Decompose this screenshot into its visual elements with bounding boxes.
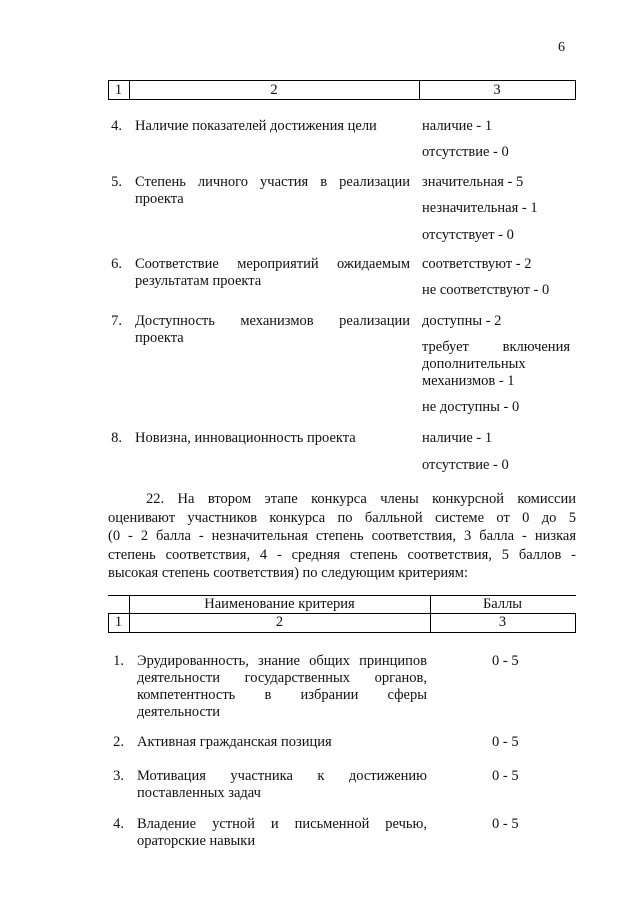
criterion-line: Доступность механизмов реализации — [135, 313, 410, 329]
criterion-line: компетентность в избрании сферы — [137, 687, 427, 703]
score-option: наличие - 1 — [422, 118, 493, 134]
table1-header-col-1: 1 — [114, 82, 123, 98]
criterion-line: деятельности — [137, 704, 221, 720]
criterion-text — [135, 313, 410, 347]
table2-header-col-2: 2 — [275, 614, 284, 630]
criterion-text — [137, 768, 427, 802]
table2-header — [108, 595, 576, 633]
criterion-line: результатам проекта — [135, 273, 262, 289]
row-number: 3. — [113, 768, 124, 784]
score-option: не доступны - 0 — [422, 399, 520, 415]
row-number: 8. — [111, 430, 122, 446]
score-range: 0 - 5 — [492, 816, 519, 832]
paragraph-line: оценивают участников конкурса по балльной системе от 0 до 5 — [108, 509, 576, 526]
criterion-line: Мотивация участника к достижению — [137, 768, 427, 784]
table1-header-col-2: 2 — [270, 82, 278, 98]
criterion-text — [137, 734, 427, 751]
score-option: отсутствие - 0 — [422, 457, 509, 473]
criterion-text — [135, 174, 410, 208]
score-range: 0 - 5 — [492, 768, 519, 784]
criterion-text — [137, 816, 427, 850]
criterion-line: Наличие показателей достижения цели — [135, 118, 377, 134]
score-option: значительная - 5 — [422, 174, 524, 190]
score-line: требует включения — [422, 339, 570, 355]
paragraph-line: высокая степень соответствия) по следующим критериям: — [108, 565, 468, 581]
table2-title-criterion: Наименование критерия — [204, 596, 355, 612]
criterion-line: проекта — [135, 191, 184, 207]
criterion-text — [135, 256, 410, 290]
row-number: 6. — [111, 256, 122, 272]
criterion-line: Новизна, инновационность проекта — [135, 430, 356, 446]
table2-header-col-3: 3 — [498, 614, 507, 630]
criterion-line: проекта — [135, 330, 184, 346]
score-option: соответствуют - 2 — [422, 256, 532, 272]
score-option — [422, 339, 570, 390]
paragraph-line: (0 - 2 балла - незначительная степень соответствия, 3 балла - низкая — [108, 528, 576, 544]
score-option: наличие - 1 — [422, 430, 493, 446]
criterion-text — [137, 653, 427, 721]
criterion-text — [135, 118, 410, 135]
criterion-line: поставленных задач — [137, 785, 261, 801]
row-number: 4. — [111, 118, 122, 134]
paragraph-line: степень соответствия, 4 - средняя степень соответствия, 5 баллов - — [108, 546, 576, 563]
score-range: 0 - 5 — [492, 734, 519, 750]
row-number: 4. — [113, 816, 124, 832]
table2-title-score: Баллы — [482, 596, 523, 612]
criterion-line: деятельности государственных органов, — [137, 670, 427, 686]
criterion-line: ораторские навыки — [137, 833, 256, 849]
score-option: незначительная - 1 — [422, 200, 538, 216]
score-line: дополнительных — [422, 356, 526, 372]
table2-header-col-1: 1 — [114, 614, 123, 630]
row-number: 1. — [113, 653, 124, 669]
score-range: 0 - 5 — [492, 653, 519, 669]
score-line: механизмов - 1 — [422, 373, 515, 389]
row-number: 2. — [113, 734, 124, 750]
criterion-line: Активная гражданская позиция — [137, 734, 332, 750]
score-option: не соответствуют - 0 — [422, 282, 550, 298]
score-option: отсутствует - 0 — [422, 227, 514, 243]
row-number: 5. — [111, 174, 122, 190]
criterion-text — [135, 430, 410, 447]
criterion-line: Соответствие мероприятий ожидаемым — [135, 256, 410, 272]
score-option: отсутствие - 0 — [422, 144, 509, 160]
criterion-line: Владение устной и письменной речью, — [137, 816, 427, 832]
page-number: 6 — [558, 40, 565, 55]
score-option: доступны - 2 — [422, 313, 502, 329]
table1-header-col-3: 3 — [493, 82, 501, 98]
row-number: 7. — [111, 313, 122, 329]
paragraph-22 — [108, 490, 576, 583]
paragraph-line: 22. На втором этапе конкурса члены конкурсной комиссии — [146, 491, 576, 507]
table1-header — [108, 80, 576, 100]
criterion-line: Степень личного участия в реализации — [135, 174, 410, 190]
criterion-line: Эрудированность, знание общих принципов — [137, 653, 427, 669]
